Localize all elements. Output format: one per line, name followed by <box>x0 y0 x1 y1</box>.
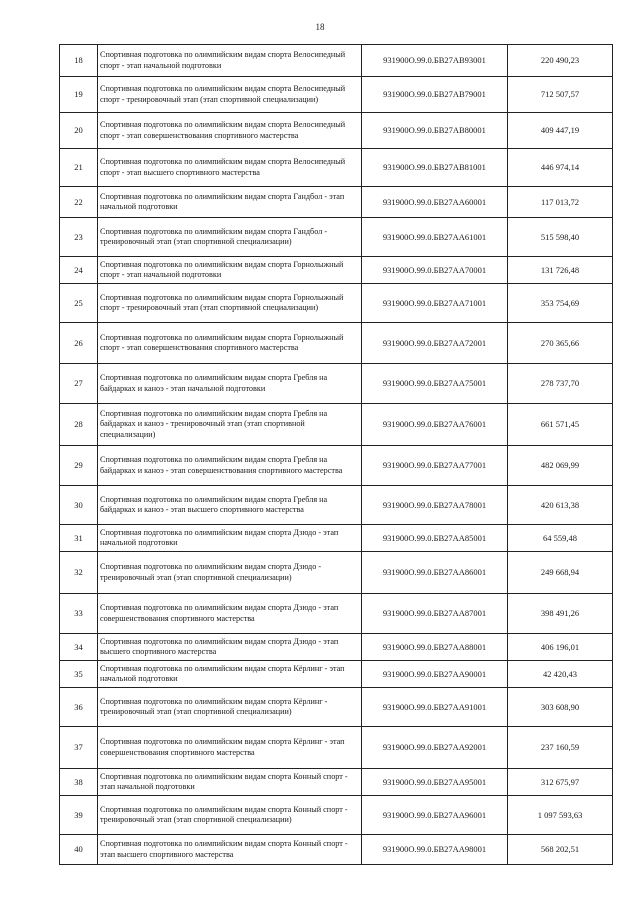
row-amount: 237 160,59 <box>508 727 613 769</box>
table-row <box>60 149 613 187</box>
row-amount: 131 726,48 <box>508 257 613 284</box>
table-row <box>60 364 613 404</box>
row-description: Спортивная подготовка по олимпийским видам спорта Гребля на байдарках и каноэ - тренировочный этап (этап спортивной специализации) <box>98 404 362 446</box>
row-registry-code: 931900О.99.0.БВ27АВ80001 <box>362 113 508 149</box>
row-amount: 446 974,14 <box>508 149 613 187</box>
row-registry-code: 931900О.99.0.БВ27АА61001 <box>362 218 508 257</box>
row-description: Спортивная подготовка по олимпийским видам спорта Конный спорт - тренировочный этап (этап спортивной специализации) <box>98 796 362 835</box>
table-row <box>60 187 613 218</box>
row-registry-code: 931900О.99.0.БВ27АА60001 <box>362 187 508 218</box>
row-number: 23 <box>60 218 98 257</box>
row-registry-code: 931900О.99.0.БВ27АА85001 <box>362 525 508 552</box>
row-number: 32 <box>60 552 98 594</box>
row-number: 31 <box>60 525 98 552</box>
row-amount: 278 737,70 <box>508 364 613 404</box>
row-amount: 568 202,51 <box>508 835 613 865</box>
row-amount: 1 097 593,63 <box>508 796 613 835</box>
row-number: 33 <box>60 594 98 634</box>
row-registry-code: 931900О.99.0.БВ27АА88001 <box>362 634 508 661</box>
row-registry-code: 931900О.99.0.БВ27АВ81001 <box>362 149 508 187</box>
table-row <box>60 796 613 835</box>
row-number: 30 <box>60 486 98 525</box>
row-number: 28 <box>60 404 98 446</box>
row-number: 21 <box>60 149 98 187</box>
row-registry-code: 931900О.99.0.БВ27АА98001 <box>362 835 508 865</box>
table-row <box>60 77 613 113</box>
row-registry-code: 931900О.99.0.БВ27АА78001 <box>362 486 508 525</box>
row-number: 18 <box>60 45 98 77</box>
table-row <box>60 688 613 727</box>
row-description: Спортивная подготовка по олимпийским видам спорта Кёрлинг - этап начальной подготовки <box>98 661 362 688</box>
row-registry-code: 931900О.99.0.БВ27АА91001 <box>362 688 508 727</box>
row-description: Спортивная подготовка по олимпийским видам спорта Велосипедный спорт - тренировочный этап (этап спортивной специализации) <box>98 77 362 113</box>
row-description: Спортивная подготовка по олимпийским видам спорта Гандбол - этап начальной подготовки <box>98 187 362 218</box>
row-amount: 64 559,48 <box>508 525 613 552</box>
row-description: Спортивная подготовка по олимпийским видам спорта Кёрлинг - тренировочный этап (этап спортивной специализации) <box>98 688 362 727</box>
row-number: 20 <box>60 113 98 149</box>
row-amount: 420 613,38 <box>508 486 613 525</box>
row-amount: 398 491,26 <box>508 594 613 634</box>
row-registry-code: 931900О.99.0.БВ27АА70001 <box>362 257 508 284</box>
row-amount: 406 196,01 <box>508 634 613 661</box>
row-amount: 661 571,45 <box>508 404 613 446</box>
row-amount: 117 013,72 <box>508 187 613 218</box>
row-registry-code: 931900О.99.0.БВ27АА92001 <box>362 727 508 769</box>
row-description: Спортивная подготовка по олимпийским видам спорта Горнолыжный спорт - этап начальной подготовки <box>98 257 362 284</box>
row-amount: 312 675,97 <box>508 769 613 796</box>
row-registry-code: 931900О.99.0.БВ27АА76001 <box>362 404 508 446</box>
row-description: Спортивная подготовка по олимпийским видам спорта Дзюдо - этап совершенствования спортивного мастерства <box>98 594 362 634</box>
row-registry-code: 931900О.99.0.БВ27АА87001 <box>362 594 508 634</box>
row-description: Спортивная подготовка по олимпийским видам спорта Велосипедный спорт - этап начальной подготовки <box>98 45 362 77</box>
page-number: 18 <box>315 22 325 32</box>
table-row <box>60 769 613 796</box>
row-number: 35 <box>60 661 98 688</box>
row-registry-code: 931900О.99.0.БВ27АВ93001 <box>362 45 508 77</box>
row-number: 22 <box>60 187 98 218</box>
row-number: 27 <box>60 364 98 404</box>
row-number: 19 <box>60 77 98 113</box>
row-registry-code: 931900О.99.0.БВ27АА90001 <box>362 661 508 688</box>
row-amount: 515 598,40 <box>508 218 613 257</box>
row-amount: 409 447,19 <box>508 113 613 149</box>
table-row <box>60 634 613 661</box>
row-registry-code: 931900О.99.0.БВ27АА77001 <box>362 446 508 486</box>
row-description: Спортивная подготовка по олимпийским видам спорта Гребля на байдарках и каноэ - этап высшего спортивного мастерства <box>98 486 362 525</box>
row-number: 29 <box>60 446 98 486</box>
row-amount: 249 668,94 <box>508 552 613 594</box>
row-description: Спортивная подготовка по олимпийским видам спорта Дзюдо - тренировочный этап (этап спортивной специализации) <box>98 552 362 594</box>
row-description: Спортивная подготовка по олимпийским видам спорта Гребля на байдарках и каноэ - этап начальной подготовки <box>98 364 362 404</box>
row-number: 24 <box>60 257 98 284</box>
table-row <box>60 404 613 446</box>
services-table-body <box>60 45 613 865</box>
row-number: 36 <box>60 688 98 727</box>
table-row <box>60 594 613 634</box>
row-number: 34 <box>60 634 98 661</box>
row-description: Спортивная подготовка по олимпийским видам спорта Горнолыжный спорт - этап совершенствования спортивного мастерства <box>98 323 362 364</box>
row-description: Спортивная подготовка по олимпийским видам спорта Велосипедный спорт - этап совершенствования спортивного мастерства <box>98 113 362 149</box>
row-amount: 270 365,66 <box>508 323 613 364</box>
row-description: Спортивная подготовка по олимпийским видам спорта Конный спорт - этап начальной подготовки <box>98 769 362 796</box>
row-registry-code: 931900О.99.0.БВ27АА71001 <box>362 284 508 323</box>
row-registry-code: 931900О.99.0.БВ27АА75001 <box>362 364 508 404</box>
row-amount: 42 420,43 <box>508 661 613 688</box>
row-amount: 712 507,57 <box>508 77 613 113</box>
table-row <box>60 284 613 323</box>
row-amount: 353 754,69 <box>508 284 613 323</box>
row-number: 26 <box>60 323 98 364</box>
table-row <box>60 257 613 284</box>
row-number: 37 <box>60 727 98 769</box>
row-description: Спортивная подготовка по олимпийским видам спорта Дзюдо - этап высшего спортивного мастерства <box>98 634 362 661</box>
row-registry-code: 931900О.99.0.БВ27АВ79001 <box>362 77 508 113</box>
row-amount: 482 069,99 <box>508 446 613 486</box>
row-description: Спортивная подготовка по олимпийским видам спорта Гребля на байдарках и каноэ - этап совершенствования спортивного мастерства <box>98 446 362 486</box>
row-description: Спортивная подготовка по олимпийским видам спорта Кёрлинг - этап совершенствования спортивного мастерства <box>98 727 362 769</box>
row-description: Спортивная подготовка по олимпийским видам спорта Конный спорт - этап высшего спортивного мастерства <box>98 835 362 865</box>
row-description: Спортивная подготовка по олимпийским видам спорта Горнолыжный спорт - тренировочный этап (этап спортивной специализации) <box>98 284 362 323</box>
table-row <box>60 835 613 865</box>
row-amount: 220 490,23 <box>508 45 613 77</box>
row-registry-code: 931900О.99.0.БВ27АА95001 <box>362 769 508 796</box>
table-row <box>60 218 613 257</box>
row-description: Спортивная подготовка по олимпийским видам спорта Велосипедный спорт - этап высшего спортивного мастерства <box>98 149 362 187</box>
table-row <box>60 661 613 688</box>
row-number: 25 <box>60 284 98 323</box>
table-row <box>60 525 613 552</box>
row-description: Спортивная подготовка по олимпийским видам спорта Гандбол - тренировочный этап (этап спортивной специализации) <box>98 218 362 257</box>
table-row <box>60 446 613 486</box>
row-amount: 303 608,90 <box>508 688 613 727</box>
table-row <box>60 552 613 594</box>
table-row <box>60 486 613 525</box>
services-table <box>59 44 613 865</box>
row-number: 39 <box>60 796 98 835</box>
row-number: 38 <box>60 769 98 796</box>
table-row <box>60 45 613 77</box>
row-number: 40 <box>60 835 98 865</box>
table-row <box>60 727 613 769</box>
row-description: Спортивная подготовка по олимпийским видам спорта Дзюдо - этап начальной подготовки <box>98 525 362 552</box>
table-row <box>60 323 613 364</box>
row-registry-code: 931900О.99.0.БВ27АА86001 <box>362 552 508 594</box>
row-registry-code: 931900О.99.0.БВ27АА72001 <box>362 323 508 364</box>
row-registry-code: 931900О.99.0.БВ27АА96001 <box>362 796 508 835</box>
table-row <box>60 113 613 149</box>
